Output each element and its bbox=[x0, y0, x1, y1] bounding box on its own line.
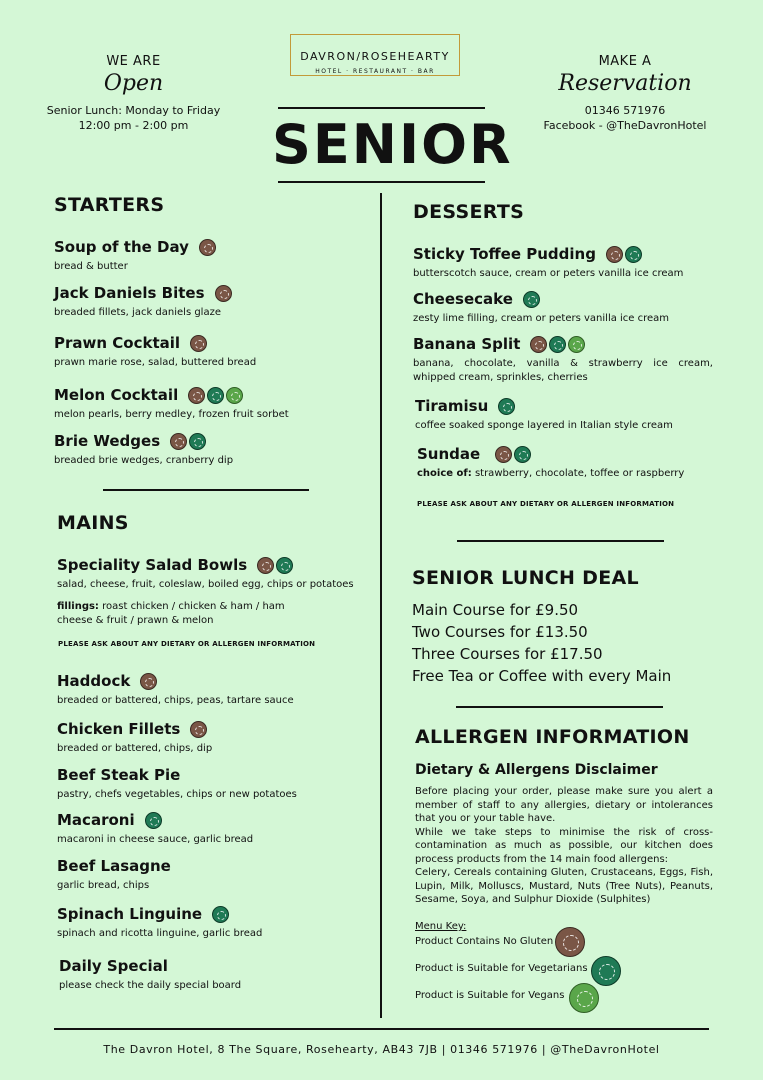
item-desc: breaded or battered, chips, peas, tartare sauce bbox=[57, 695, 294, 706]
item-desc: breaded or battered, chips, dip bbox=[57, 743, 213, 754]
open-block bbox=[40, 54, 227, 133]
starter-item bbox=[54, 430, 233, 468]
footer-rule bbox=[54, 1028, 709, 1030]
main-item bbox=[57, 903, 262, 941]
item-desc: breaded brie wedges, cranberry dip bbox=[54, 455, 234, 466]
main-item bbox=[57, 554, 367, 628]
fillings-line2: cheese & fruit / prawn & melon bbox=[57, 615, 214, 626]
phone-number[interactable]: 01346 571976 bbox=[584, 104, 666, 117]
deal-list bbox=[412, 599, 671, 687]
item-desc: coffee soaked sponge layered in Italian style cream bbox=[415, 420, 673, 431]
vegetarian-icon bbox=[549, 336, 566, 353]
gluten-free-icon bbox=[215, 285, 232, 302]
starter-item bbox=[54, 384, 289, 422]
desserts-divider bbox=[457, 540, 664, 542]
footer-text: The Davron Hotel, 8 The Square, Rosehearty, AB43 7JB | 01346 571976 | @TheDavronHotel bbox=[103, 1043, 660, 1056]
allergen-paragraph: Before placing your order, please make sure you alert a member of staff to any allergies, dietary or intolerances that you or your table have. bbox=[415, 786, 713, 824]
main-item bbox=[57, 764, 297, 802]
desserts-heading: DESSERTS bbox=[413, 201, 525, 223]
lunch-days: Senior Lunch: Monday to Friday bbox=[46, 104, 221, 117]
item-name: Prawn Cocktail bbox=[54, 333, 181, 352]
mains-heading: MAINS bbox=[57, 512, 129, 534]
dessert-item bbox=[413, 288, 669, 326]
item-desc: macaroni in cheese sauce, garlic bread bbox=[57, 834, 254, 845]
item-name: Sundae bbox=[417, 444, 481, 463]
deal-heading: SENIOR LUNCH DEAL bbox=[412, 567, 639, 589]
item-desc: garlic bread, chips bbox=[57, 879, 150, 891]
dietary-note: PLEASE ASK ABOUT ANY DIETARY OR ALLERGEN INFORMATION bbox=[417, 500, 675, 508]
deal-divider bbox=[456, 706, 663, 708]
key-gluten bbox=[415, 936, 553, 947]
item-name: Melon Cocktail bbox=[54, 385, 179, 404]
item-name: Beef Lasagne bbox=[57, 856, 171, 875]
item-name: Cheesecake bbox=[413, 289, 513, 308]
item-desc: please check the daily special board bbox=[59, 979, 242, 991]
item-desc: butterscotch sauce, cream or peters vanilla ice cream bbox=[413, 268, 684, 279]
fillings-label: fillings: bbox=[57, 601, 99, 612]
lunch-hours: 12:00 pm - 2:00 pm bbox=[78, 119, 189, 132]
item-name: Macaroni bbox=[57, 810, 135, 829]
item-desc: melon pearls, berry medley, frozen fruit sorbet bbox=[54, 409, 289, 420]
deal-line: Free Tea or Coffee with every Main bbox=[412, 667, 672, 685]
vegan-icon bbox=[569, 983, 599, 1013]
choice-text: strawberry, chocolate, toffee or raspberry bbox=[471, 468, 685, 479]
item-name: Daily Special bbox=[59, 956, 168, 975]
fillings-text: roast chicken / chicken & ham / ham bbox=[98, 601, 285, 612]
vegetarian-icon bbox=[276, 557, 293, 574]
key-veg-label: Product is Suitable for Vegetarians bbox=[415, 963, 588, 974]
vegetarian-icon bbox=[189, 433, 206, 450]
gluten-free-icon bbox=[555, 927, 585, 957]
vegan-icon bbox=[568, 336, 585, 353]
gluten-free-icon bbox=[190, 721, 207, 738]
vegetarian-icon bbox=[207, 387, 224, 404]
main-item bbox=[57, 670, 294, 708]
item-name: Brie Wedges bbox=[54, 431, 161, 450]
key-vegetarian bbox=[415, 963, 588, 974]
menu-key-label: Menu Key: bbox=[415, 921, 467, 932]
item-name: Sticky Toffee Pudding bbox=[413, 244, 596, 263]
reservation-block bbox=[530, 54, 720, 133]
gluten-free-icon bbox=[190, 335, 207, 352]
gluten-free-icon bbox=[170, 433, 187, 450]
item-desc: breaded fillets, jack daniels glaze bbox=[54, 307, 221, 318]
title-rule-bottom bbox=[278, 181, 485, 183]
item-desc: zesty lime filling, cream or peters vanilla ice cream bbox=[413, 313, 670, 324]
main-item bbox=[57, 855, 171, 893]
vegetarian-icon bbox=[212, 906, 229, 923]
item-desc: pastry, chefs vegetables, chips or new potatoes bbox=[57, 788, 297, 800]
dessert-item bbox=[415, 395, 673, 433]
allergen-body bbox=[415, 785, 713, 907]
vegetarian-icon bbox=[514, 446, 531, 463]
make-a-label: MAKE A bbox=[598, 54, 652, 69]
item-name: Beef Steak Pie bbox=[57, 765, 181, 784]
vegetarian-icon bbox=[145, 812, 162, 829]
item-name: Tiramisu bbox=[415, 396, 489, 415]
dessert-item bbox=[417, 443, 684, 481]
item-name: Soup of the Day bbox=[54, 237, 189, 256]
open-script: Open bbox=[103, 71, 164, 96]
reservation-script: Reservation bbox=[558, 71, 692, 96]
vegetarian-icon bbox=[498, 398, 515, 415]
main-item bbox=[57, 809, 253, 847]
allergen-subheading: Dietary & Allergens Disclaimer bbox=[415, 762, 658, 778]
item-desc: salad, cheese, fruit, coleslaw, boiled egg, chips or potatoes bbox=[57, 579, 354, 590]
item-desc: banana, chocolate, vanilla & strawberry ice cream, whipped cream, sprinkles, cherries bbox=[413, 358, 713, 383]
item-desc bbox=[417, 467, 684, 481]
dietary-note: PLEASE ASK ABOUT ANY DIETARY OR ALLERGEN INFORMATION bbox=[58, 640, 316, 648]
gluten-free-icon bbox=[606, 246, 623, 263]
key-vegan-label: Product is Suitable for Vegans bbox=[415, 990, 565, 1001]
gluten-free-icon bbox=[495, 446, 512, 463]
logo-name: DAVRON/ROSEHEARTY bbox=[300, 50, 450, 63]
item-name: Speciality Salad Bowls bbox=[57, 555, 248, 574]
facebook-handle[interactable]: Facebook - @TheDavronHotel bbox=[543, 119, 707, 132]
hotel-logo bbox=[290, 34, 460, 76]
starter-item bbox=[54, 332, 256, 370]
starter-item bbox=[54, 282, 234, 320]
gluten-free-icon bbox=[199, 239, 216, 256]
starters-divider bbox=[103, 489, 309, 491]
vegetarian-icon bbox=[591, 956, 621, 986]
main-item bbox=[57, 718, 212, 756]
choice-label: choice of: bbox=[417, 468, 472, 479]
starter-item bbox=[54, 236, 218, 274]
we-are-label: WE ARE bbox=[106, 54, 161, 69]
gluten-free-icon bbox=[257, 557, 274, 574]
vegetarian-icon bbox=[523, 291, 540, 308]
item-name: Haddock bbox=[57, 671, 131, 690]
key-vegan bbox=[415, 990, 564, 1001]
column-divider bbox=[380, 193, 382, 1018]
starters-heading: STARTERS bbox=[54, 194, 165, 216]
gluten-free-icon bbox=[140, 673, 157, 690]
gluten-free-icon bbox=[530, 336, 547, 353]
allergen-paragraph: While we take steps to minimise the risk of cross-contamination as much as possible, our kitchen does process products from the 14 main food allergens: bbox=[415, 826, 713, 865]
deal-line: Three Courses for £17.50 bbox=[412, 645, 603, 663]
item-name: Jack Daniels Bites bbox=[54, 283, 205, 302]
vegan-icon bbox=[226, 387, 243, 404]
deal-line: Main Course for £9.50 bbox=[412, 601, 579, 619]
deal-line: Two Courses for £13.50 bbox=[412, 623, 588, 641]
fillings bbox=[57, 600, 367, 614]
main-item bbox=[59, 955, 241, 993]
gluten-free-icon bbox=[188, 387, 205, 404]
item-name: Chicken Fillets bbox=[57, 719, 181, 738]
item-name: Banana Split bbox=[413, 334, 521, 353]
title-rule-top bbox=[278, 107, 485, 109]
allergen-heading: ALLERGEN INFORMATION bbox=[415, 726, 690, 748]
page-title: SENIOR bbox=[272, 113, 513, 176]
item-desc: spinach and ricotta linguine, garlic bread bbox=[57, 928, 263, 939]
item-desc: prawn marie rose, salad, buttered bread bbox=[54, 357, 257, 368]
dessert-item bbox=[413, 333, 713, 385]
dessert-item bbox=[413, 243, 683, 281]
logo-subtitle: HOTEL · RESTAURANT · BAR bbox=[315, 68, 435, 75]
allergen-paragraph: Celery, Cereals containing Gluten, Crustaceans, Eggs, Fish, Lupin, Milk, Molluscs, Mustard, Nuts (Tree Nuts), Peanuts, Sesame, Soya, and Sulphur Dioxide (Sulphites) bbox=[415, 867, 713, 905]
item-name: Spinach Linguine bbox=[57, 904, 203, 923]
item-desc: bread & butter bbox=[54, 261, 128, 272]
key-gluten-label: Product Contains No Gluten bbox=[415, 936, 554, 947]
vegetarian-icon bbox=[625, 246, 642, 263]
